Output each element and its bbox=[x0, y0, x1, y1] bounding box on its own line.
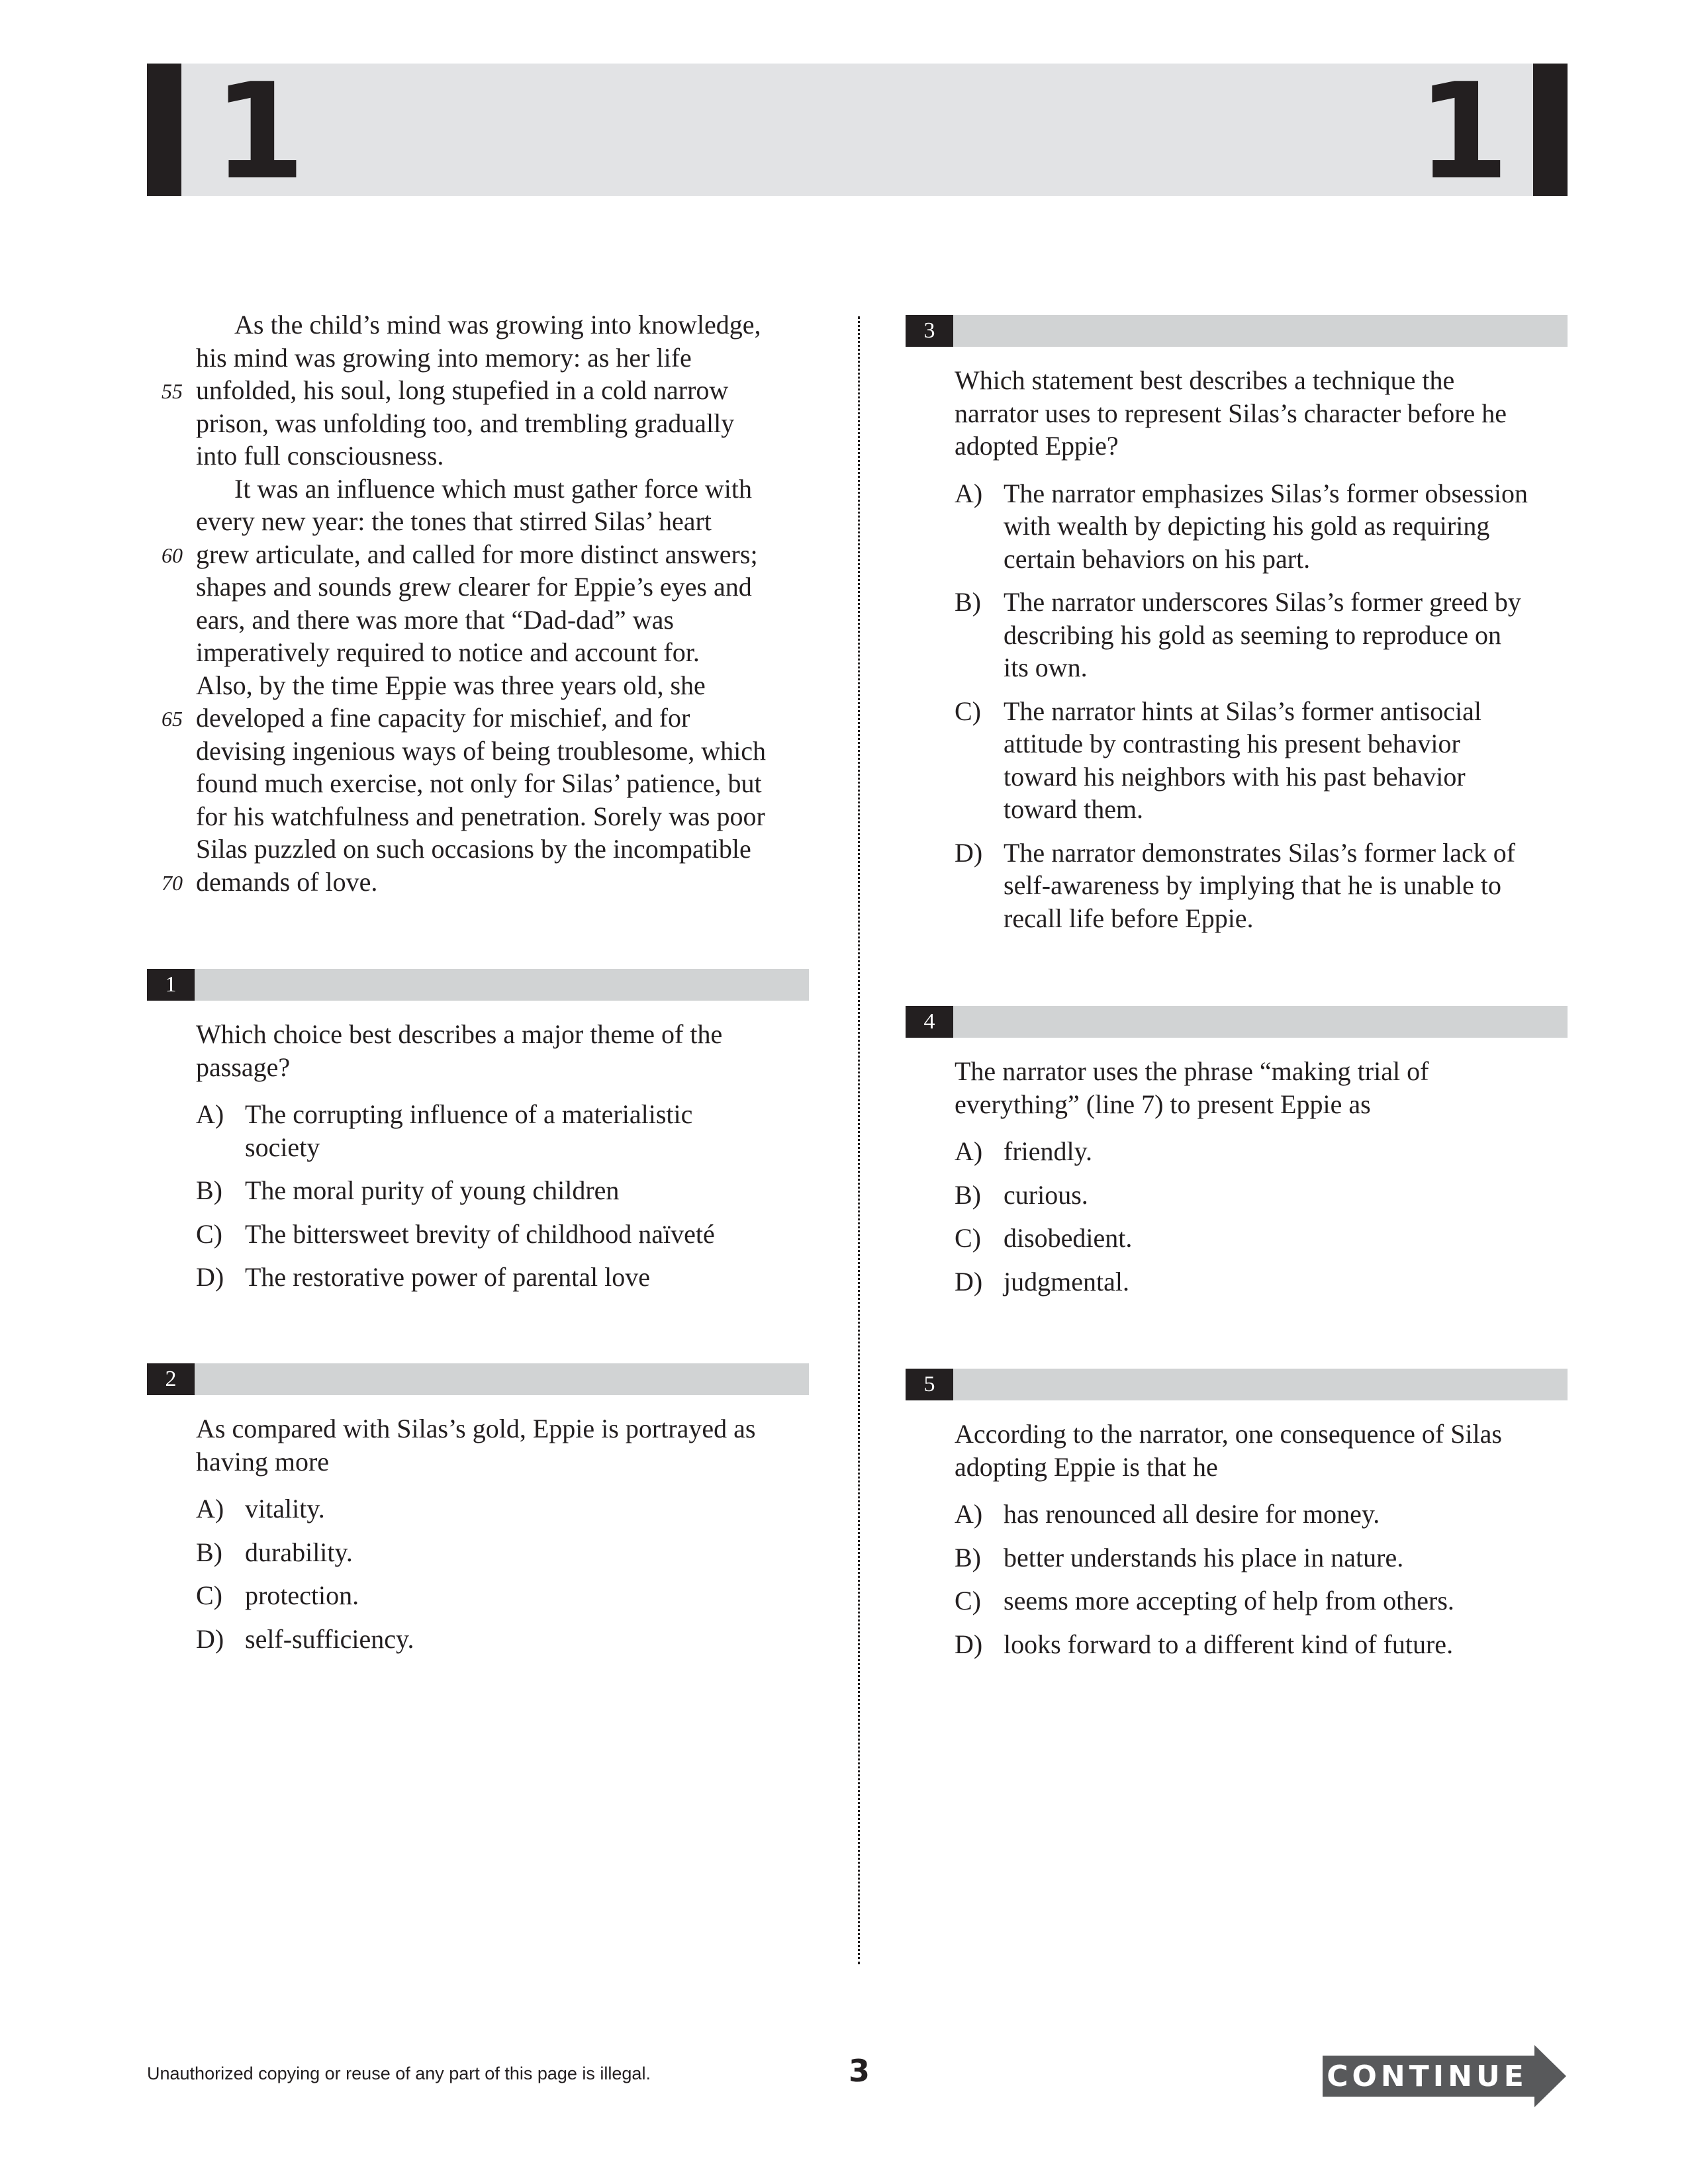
choice-text: recall life before Eppie. bbox=[1004, 903, 1254, 933]
passage-paragraph bbox=[162, 308, 818, 473]
answer-choice-a[interactable] bbox=[955, 1498, 1568, 1531]
passage-paragraph bbox=[162, 473, 818, 899]
answer-choice-d[interactable] bbox=[955, 1265, 1568, 1298]
choice-letter: D) bbox=[955, 837, 983, 868]
passage-line: ears, and there was more that “Dad-dad” was bbox=[196, 604, 674, 635]
choice-letter: A) bbox=[955, 478, 983, 508]
choice-text: describing his gold as seeming to reproduce on bbox=[1004, 619, 1502, 650]
passage-line: 70 demands of love. bbox=[196, 866, 818, 899]
question-number: 4 bbox=[906, 1006, 953, 1038]
question-number: 1 bbox=[147, 969, 195, 1001]
passage-line: prison, was unfolding too, and trembling gradually bbox=[196, 408, 735, 438]
section-number-right: 1 bbox=[1417, 55, 1509, 209]
choice-text: durability. bbox=[245, 1537, 353, 1567]
choice-letter: A) bbox=[196, 1099, 224, 1129]
stem-line: As compared with Silas’s gold, Eppie is portrayed as bbox=[196, 1414, 756, 1443]
section-header-band bbox=[147, 64, 1568, 196]
choice-text: vitality. bbox=[245, 1494, 325, 1524]
stem-line: The narrator uses the phrase “making trial of bbox=[955, 1056, 1429, 1086]
stem-line: everything” (line 7) to present Eppie as bbox=[955, 1089, 1371, 1119]
passage-line: imperatively required to notice and account for. bbox=[196, 637, 700, 667]
answer-choice-d[interactable] bbox=[196, 1623, 809, 1656]
choice-text: The narrator emphasizes Silas’s former obsession bbox=[1004, 478, 1528, 508]
question-stem bbox=[955, 1055, 1568, 1120]
choice-letter: D) bbox=[955, 1266, 983, 1297]
choice-text: society bbox=[245, 1132, 320, 1162]
line-number: 55 bbox=[162, 379, 183, 403]
stem-line: passage? bbox=[196, 1052, 291, 1082]
choice-text: its own. bbox=[1004, 653, 1088, 682]
choice-text: The narrator demonstrates Silas’s former lack of bbox=[1004, 837, 1516, 868]
choice-letter: C) bbox=[955, 1586, 981, 1615]
stem-line: adopted Eppie? bbox=[955, 431, 1119, 461]
question-stem bbox=[196, 1412, 809, 1478]
answer-choice-b[interactable] bbox=[955, 586, 1568, 684]
choice-letter: A) bbox=[955, 1499, 983, 1529]
choice-text: toward them. bbox=[1004, 794, 1144, 824]
section-number-left: 1 bbox=[213, 55, 306, 209]
choice-letter: A) bbox=[955, 1136, 983, 1166]
passage-line: for his watchfulness and penetration. Sorely was poor bbox=[196, 801, 765, 831]
reading-passage bbox=[162, 308, 818, 898]
stem-line: Which choice best describes a major theme of the bbox=[196, 1019, 723, 1049]
page-number: 3 bbox=[849, 2053, 870, 2089]
choice-text: protection. bbox=[245, 1580, 359, 1610]
passage-line: As the child’s mind was growing into knowledge, bbox=[234, 310, 761, 340]
answer-choice-a[interactable] bbox=[955, 477, 1568, 576]
choice-text: looks forward to a different kind of future. bbox=[1004, 1629, 1454, 1659]
passage-line: It was an influence which must gather force with bbox=[234, 473, 752, 504]
question-stem bbox=[196, 1018, 809, 1083]
choice-letter: B) bbox=[196, 1175, 222, 1205]
passage-line: Silas puzzled on such occasions by the incompatible bbox=[196, 834, 751, 864]
passage-line: shapes and sounds grew clearer for Eppie’s eyes and bbox=[196, 572, 752, 602]
answer-choice-b[interactable] bbox=[955, 1541, 1568, 1574]
question-header-bar bbox=[906, 315, 1568, 347]
question-header-bar bbox=[147, 1363, 809, 1395]
passage-line: 60 grew articulate, and called for more distinct answers; bbox=[196, 538, 818, 571]
answer-choices bbox=[955, 1498, 1568, 1661]
answer-choice-d[interactable] bbox=[955, 837, 1568, 935]
question-4 bbox=[906, 1006, 1568, 1308]
answer-choice-c[interactable] bbox=[955, 695, 1568, 826]
choice-text: The bittersweet brevity of childhood naïveté bbox=[245, 1218, 715, 1249]
question-1 bbox=[147, 969, 809, 1304]
question-stem bbox=[955, 364, 1568, 463]
passage-line: 65 developed a fine capacity for mischief, and for bbox=[196, 702, 818, 735]
passage-line: Also, by the time Eppie was three years old, she bbox=[196, 670, 706, 700]
choice-text: judgmental. bbox=[1004, 1266, 1129, 1297]
question-3 bbox=[906, 315, 1568, 945]
choice-letter: C) bbox=[196, 1580, 222, 1610]
answer-choice-b[interactable] bbox=[196, 1536, 809, 1569]
line-number: 65 bbox=[162, 707, 183, 731]
passage-line: 55 unfolded, his soul, long stupefied in a cold narrow bbox=[196, 374, 818, 407]
choice-text: The narrator underscores Silas’s former greed by bbox=[1004, 587, 1521, 617]
choice-letter: D) bbox=[196, 1623, 224, 1654]
choice-letter: B) bbox=[955, 1179, 981, 1210]
choice-text: self-awareness by implying that he is unable to bbox=[1004, 870, 1502, 900]
answer-choice-b[interactable] bbox=[955, 1179, 1568, 1212]
question-number: 3 bbox=[906, 315, 953, 347]
answer-choice-b[interactable] bbox=[196, 1174, 809, 1207]
answer-choice-a[interactable] bbox=[196, 1492, 809, 1525]
choice-text: The narrator hints at Silas’s former antisocial bbox=[1004, 696, 1482, 726]
answer-choice-a[interactable] bbox=[955, 1135, 1568, 1168]
choice-text: disobedient. bbox=[1004, 1223, 1133, 1253]
answer-choice-d[interactable] bbox=[196, 1261, 809, 1294]
answer-choice-c[interactable] bbox=[196, 1218, 809, 1251]
choice-text: attitude by contrasting his present behavior bbox=[1004, 729, 1460, 758]
header-right-bar bbox=[1533, 64, 1568, 196]
choice-text: seems more accepting of help from others. bbox=[1004, 1586, 1454, 1615]
choice-text: with wealth by depicting his gold as requiring bbox=[1004, 511, 1490, 541]
choice-text: toward his neighbors with his past behavior bbox=[1004, 761, 1466, 792]
stem-line: According to the narrator, one consequence of Silas bbox=[955, 1419, 1502, 1449]
choice-text: The moral purity of young children bbox=[245, 1175, 620, 1205]
question-header-bar bbox=[147, 969, 809, 1001]
choice-letter: B) bbox=[196, 1537, 222, 1567]
answer-choices bbox=[955, 477, 1568, 935]
stem-line: narrator uses to represent Silas’s character before he bbox=[955, 398, 1507, 428]
answer-choices bbox=[955, 1135, 1568, 1298]
question-header-bar bbox=[906, 1369, 1568, 1400]
answer-choice-a[interactable] bbox=[196, 1098, 809, 1163]
choice-text: has renounced all desire for money. bbox=[1004, 1499, 1380, 1529]
question-5 bbox=[906, 1369, 1568, 1671]
question-stem bbox=[955, 1418, 1568, 1483]
stem-line: Which statement best describes a technique the bbox=[955, 365, 1455, 395]
choice-text: friendly. bbox=[1004, 1136, 1093, 1166]
choice-text: certain behaviors on his part. bbox=[1004, 543, 1311, 574]
passage-line: found much exercise, not only for Silas’ patience, but bbox=[196, 768, 762, 798]
stem-line: having more bbox=[196, 1446, 330, 1477]
choice-text: The restorative power of parental love bbox=[245, 1262, 650, 1292]
question-number: 2 bbox=[147, 1363, 195, 1395]
answer-choices bbox=[196, 1492, 809, 1655]
choice-text: curious. bbox=[1004, 1179, 1088, 1210]
answer-choice-c[interactable] bbox=[955, 1222, 1568, 1255]
choice-text: self-sufficiency. bbox=[245, 1623, 414, 1654]
question-number: 5 bbox=[906, 1369, 953, 1400]
continue-label: CONTINUE bbox=[1327, 2060, 1528, 2093]
line-number: 60 bbox=[162, 543, 183, 567]
choice-letter: B) bbox=[955, 1542, 981, 1572]
choice-letter: A) bbox=[196, 1494, 224, 1524]
choice-letter: D) bbox=[955, 1629, 983, 1659]
choice-letter: C) bbox=[955, 1223, 981, 1253]
question-2 bbox=[147, 1363, 809, 1666]
stem-line: adopting Eppie is that he bbox=[955, 1451, 1218, 1482]
header-left-bar bbox=[147, 64, 181, 196]
choice-text: The corrupting influence of a materialistic bbox=[245, 1099, 693, 1129]
question-header-bar bbox=[906, 1006, 1568, 1038]
answer-choice-c[interactable] bbox=[955, 1584, 1568, 1617]
copyright-notice: Unauthorized copying or reuse of any part of this page is illegal. bbox=[147, 2064, 651, 2083]
passage-line: every new year: the tones that stirred Silas’ heart bbox=[196, 506, 712, 536]
passage-line: into full consciousness. bbox=[196, 441, 444, 471]
choice-letter: B) bbox=[955, 587, 981, 617]
answer-choice-c[interactable] bbox=[196, 1579, 809, 1612]
answer-choices bbox=[196, 1098, 809, 1294]
line-number: 70 bbox=[162, 870, 183, 895]
column-divider bbox=[858, 316, 860, 1964]
choice-letter: C) bbox=[955, 696, 981, 726]
answer-choice-d[interactable] bbox=[955, 1628, 1568, 1661]
passage-line: his mind was growing into memory: as her life bbox=[196, 342, 692, 373]
choice-text: better understands his place in nature. bbox=[1004, 1542, 1404, 1572]
choice-letter: C) bbox=[196, 1218, 222, 1249]
choice-letter: D) bbox=[196, 1262, 224, 1292]
passage-line: devising ingenious ways of being troublesome, which bbox=[196, 735, 766, 766]
